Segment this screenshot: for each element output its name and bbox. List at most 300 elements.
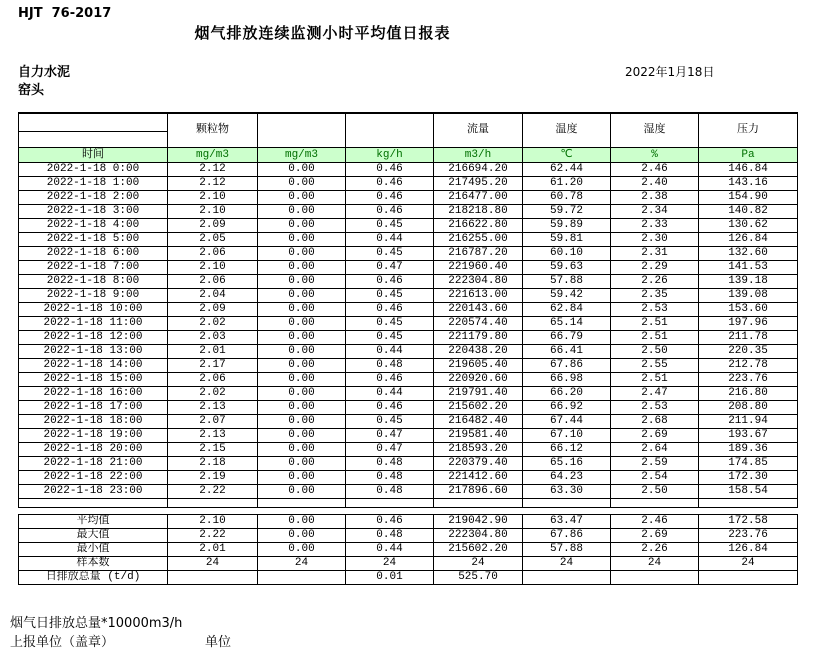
- value-cell: 0.44: [346, 233, 434, 247]
- value-cell: 221960.40: [434, 261, 523, 275]
- value-cell: 139.08: [699, 289, 798, 303]
- value-cell: 0.44: [346, 345, 434, 359]
- value-cell: 0.00: [258, 471, 346, 485]
- time-cell: 2022-1-18 13:00: [19, 345, 168, 359]
- value-cell: 146.84: [699, 163, 798, 177]
- value-cell: 0.00: [258, 429, 346, 443]
- value-cell: 2.10: [168, 205, 258, 219]
- value-cell: 220574.40: [434, 317, 523, 331]
- value-cell: 2.69: [611, 429, 699, 443]
- spacer-row: [19, 508, 798, 515]
- value-cell: 141.53: [699, 261, 798, 275]
- time-cell: 2022-1-18 22:00: [19, 471, 168, 485]
- time-cell: 2022-1-18 6:00: [19, 247, 168, 261]
- value-cell: 2.10: [168, 191, 258, 205]
- table-row: [19, 415, 798, 429]
- value-cell: 219581.40: [434, 429, 523, 443]
- empty-cell: [699, 499, 798, 508]
- value-cell: 59.81: [523, 233, 611, 247]
- value-cell: 0.00: [258, 247, 346, 261]
- value-cell: 0.47: [346, 261, 434, 275]
- value-cell: 221412.60: [434, 471, 523, 485]
- time-cell: 2022-1-18 11:00: [19, 317, 168, 331]
- time-cell: 2022-1-18 23:00: [19, 485, 168, 499]
- humidity-group-header: 湿度: [611, 113, 699, 148]
- table-row: [19, 543, 798, 557]
- value-cell: 2.31: [611, 247, 699, 261]
- value-cell: 2.51: [611, 373, 699, 387]
- value-cell: 0.48: [346, 529, 434, 543]
- value-cell: 2.69: [611, 529, 699, 543]
- table-row: [19, 457, 798, 471]
- value-cell: 66.20: [523, 387, 611, 401]
- table-row: [19, 177, 798, 191]
- table-row: [19, 233, 798, 247]
- summary-label-cell: 平均值: [19, 515, 168, 529]
- summary-label-cell: 最大值: [19, 529, 168, 543]
- value-cell: 2.59: [611, 457, 699, 471]
- value-cell: 2.29: [611, 261, 699, 275]
- value-cell: 2.09: [168, 303, 258, 317]
- empty-cell: [168, 499, 258, 508]
- value-cell: 67.10: [523, 429, 611, 443]
- value-cell: 221179.80: [434, 331, 523, 345]
- value-cell: 2.40: [611, 177, 699, 191]
- value-cell: 0.00: [258, 163, 346, 177]
- time-cell: 2022-1-18 8:00: [19, 275, 168, 289]
- value-cell: 2.05: [168, 233, 258, 247]
- empty-cell: [611, 499, 699, 508]
- value-cell: 2.53: [611, 401, 699, 415]
- value-cell: 218218.80: [434, 205, 523, 219]
- value-cell: 63.30: [523, 485, 611, 499]
- unit-cell: Pa: [699, 148, 798, 163]
- value-cell: 2.04: [168, 289, 258, 303]
- value-cell: 174.85: [699, 457, 798, 471]
- standard-code: HJT 76-2017: [18, 6, 112, 21]
- table-row: [19, 219, 798, 233]
- unit-header-row: [19, 148, 798, 163]
- company-name: 自力水泥: [18, 65, 71, 80]
- table-row: [19, 515, 798, 529]
- time-cell: 2022-1-18 12:00: [19, 331, 168, 345]
- value-cell: 59.42: [523, 289, 611, 303]
- table-row: [19, 557, 798, 571]
- value-cell: 216694.20: [434, 163, 523, 177]
- summary-label-cell: 最小值: [19, 543, 168, 557]
- value-cell: 2.01: [168, 345, 258, 359]
- value-cell: 197.96: [699, 317, 798, 331]
- value-cell: 525.70: [434, 571, 523, 585]
- value-cell: 153.60: [699, 303, 798, 317]
- value-cell: 0.00: [258, 387, 346, 401]
- value-cell: 2.55: [611, 359, 699, 373]
- unit-cell: kg/h: [346, 148, 434, 163]
- value-cell: 212.78: [699, 359, 798, 373]
- value-cell: 0.00: [258, 515, 346, 529]
- value-cell: 2.01: [168, 543, 258, 557]
- value-cell: 0.45: [346, 219, 434, 233]
- value-cell: 0.00: [258, 191, 346, 205]
- value-cell: 2.06: [168, 373, 258, 387]
- value-cell: 65.14: [523, 317, 611, 331]
- value-cell: 0.00: [258, 177, 346, 191]
- value-cell: 126.84: [699, 543, 798, 557]
- blank-group-header: [258, 113, 346, 148]
- table-row: [19, 359, 798, 373]
- value-cell: 208.80: [699, 401, 798, 415]
- table-row: [19, 289, 798, 303]
- value-cell: 0.45: [346, 317, 434, 331]
- monitoring-data-table: [18, 112, 798, 585]
- value-cell: 65.16: [523, 457, 611, 471]
- value-cell: 220143.60: [434, 303, 523, 317]
- data-rows: [19, 163, 798, 499]
- value-cell: 0.45: [346, 247, 434, 261]
- value-cell: 0.48: [346, 485, 434, 499]
- pressure-group-header: 压力: [699, 113, 798, 148]
- time-cell: 2022-1-18 21:00: [19, 457, 168, 471]
- time-cell: 2022-1-18 0:00: [19, 163, 168, 177]
- table-row: [19, 373, 798, 387]
- value-cell: 0.44: [346, 387, 434, 401]
- value-cell: 0.00: [258, 303, 346, 317]
- value-cell: 2.51: [611, 317, 699, 331]
- value-cell: 2.17: [168, 359, 258, 373]
- value-cell: 24: [699, 557, 798, 571]
- value-cell: 2.18: [168, 457, 258, 471]
- value-cell: 2.35: [611, 289, 699, 303]
- value-cell: 66.98: [523, 373, 611, 387]
- value-cell: 223.76: [699, 373, 798, 387]
- value-cell: 0.46: [346, 401, 434, 415]
- value-cell: 24: [346, 557, 434, 571]
- value-cell: 24: [168, 557, 258, 571]
- value-cell: [699, 571, 798, 585]
- temperature-group-header: 温度: [523, 113, 611, 148]
- value-cell: 24: [434, 557, 523, 571]
- value-cell: 0.48: [346, 471, 434, 485]
- value-cell: 0.00: [258, 457, 346, 471]
- value-cell: 67.86: [523, 529, 611, 543]
- time-cell: 2022-1-18 9:00: [19, 289, 168, 303]
- value-cell: 2.50: [611, 485, 699, 499]
- value-cell: 215602.20: [434, 543, 523, 557]
- summary-rows: [19, 515, 798, 585]
- value-cell: 0.46: [346, 515, 434, 529]
- table-row: [19, 191, 798, 205]
- value-cell: 217495.20: [434, 177, 523, 191]
- value-cell: 62.44: [523, 163, 611, 177]
- table-row: [19, 345, 798, 359]
- value-cell: 63.47: [523, 515, 611, 529]
- value-cell: 0.01: [346, 571, 434, 585]
- value-cell: 158.54: [699, 485, 798, 499]
- value-cell: 0.00: [258, 233, 346, 247]
- value-cell: 0.00: [258, 261, 346, 275]
- value-cell: 2.26: [611, 543, 699, 557]
- value-cell: 2.33: [611, 219, 699, 233]
- value-cell: 216787.20: [434, 247, 523, 261]
- value-cell: 67.86: [523, 359, 611, 373]
- time-cell: 2022-1-18 18:00: [19, 415, 168, 429]
- value-cell: 59.72: [523, 205, 611, 219]
- value-cell: 2.07: [168, 415, 258, 429]
- value-cell: 2.68: [611, 415, 699, 429]
- value-cell: 2.64: [611, 443, 699, 457]
- time-group-header-subcell: [19, 131, 168, 147]
- empty-row: [19, 499, 798, 508]
- value-cell: 0.46: [346, 205, 434, 219]
- value-cell: 2.10: [168, 515, 258, 529]
- value-cell: 140.82: [699, 205, 798, 219]
- value-cell: 0.46: [346, 191, 434, 205]
- value-cell: 219042.90: [434, 515, 523, 529]
- table-row: [19, 429, 798, 443]
- table-row: [19, 443, 798, 457]
- value-cell: 0.46: [346, 373, 434, 387]
- value-cell: 193.67: [699, 429, 798, 443]
- value-cell: 2.50: [611, 345, 699, 359]
- value-cell: 2.30: [611, 233, 699, 247]
- time-cell: 2022-1-18 16:00: [19, 387, 168, 401]
- value-cell: 66.92: [523, 401, 611, 415]
- value-cell: 2.26: [611, 275, 699, 289]
- flow-group-header: 流量: [434, 113, 523, 148]
- value-cell: 2.22: [168, 529, 258, 543]
- value-cell: 218593.20: [434, 443, 523, 457]
- value-cell: 0.00: [258, 289, 346, 303]
- value-cell: 216482.40: [434, 415, 523, 429]
- value-cell: 2.47: [611, 387, 699, 401]
- value-cell: 2.10: [168, 261, 258, 275]
- unit-cell: %: [611, 148, 699, 163]
- value-cell: 2.38: [611, 191, 699, 205]
- value-cell: 216255.00: [434, 233, 523, 247]
- value-cell: 2.46: [611, 515, 699, 529]
- time-cell: 2022-1-18 1:00: [19, 177, 168, 191]
- value-cell: 216622.80: [434, 219, 523, 233]
- empty-cell: [346, 499, 434, 508]
- value-cell: 2.02: [168, 387, 258, 401]
- value-cell: 66.41: [523, 345, 611, 359]
- value-cell: 2.51: [611, 331, 699, 345]
- value-cell: 2.46: [611, 163, 699, 177]
- table-row: [19, 401, 798, 415]
- value-cell: 216477.00: [434, 191, 523, 205]
- unit-cell: mg/m3: [258, 148, 346, 163]
- table-row: [19, 261, 798, 275]
- value-cell: 60.78: [523, 191, 611, 205]
- value-cell: 215602.20: [434, 401, 523, 415]
- value-cell: 0.00: [258, 275, 346, 289]
- value-cell: 2.09: [168, 219, 258, 233]
- value-cell: 2.06: [168, 275, 258, 289]
- time-group-header-cell: [19, 113, 168, 131]
- unit-label: 单位: [205, 635, 232, 650]
- table-row: [19, 247, 798, 261]
- value-cell: 2.19: [168, 471, 258, 485]
- table-row: [19, 303, 798, 317]
- time-cell: 2022-1-18 3:00: [19, 205, 168, 219]
- value-cell: 0.46: [346, 303, 434, 317]
- spacer-cell: [19, 508, 798, 515]
- time-cell: 2022-1-18 7:00: [19, 261, 168, 275]
- value-cell: 24: [523, 557, 611, 571]
- value-cell: 143.16: [699, 177, 798, 191]
- summary-label-cell: 日排放总量 (t/d): [19, 571, 168, 585]
- value-cell: 61.20: [523, 177, 611, 191]
- value-cell: 0.45: [346, 415, 434, 429]
- blank-group-header: [346, 113, 434, 148]
- value-cell: 0.00: [258, 359, 346, 373]
- value-cell: 2.34: [611, 205, 699, 219]
- value-cell: 0.45: [346, 331, 434, 345]
- time-cell: 2022-1-18 4:00: [19, 219, 168, 233]
- value-cell: 220438.20: [434, 345, 523, 359]
- value-cell: 24: [611, 557, 699, 571]
- value-cell: 2.13: [168, 401, 258, 415]
- value-cell: 0.00: [258, 443, 346, 457]
- value-cell: 189.36: [699, 443, 798, 457]
- table-row: [19, 275, 798, 289]
- value-cell: 0.00: [258, 345, 346, 359]
- value-cell: 211.78: [699, 331, 798, 345]
- value-cell: 0.48: [346, 359, 434, 373]
- value-cell: 0.00: [258, 205, 346, 219]
- value-cell: [258, 571, 346, 585]
- table-row: [19, 205, 798, 219]
- value-cell: 220379.40: [434, 457, 523, 471]
- table-header-rows: [19, 113, 798, 163]
- page-title: 烟气排放连续监测小时平均值日报表: [194, 24, 451, 42]
- flow-total-note: 烟气日排放总量*10000m3/h: [10, 616, 183, 631]
- value-cell: 57.88: [523, 275, 611, 289]
- value-cell: 0.46: [346, 163, 434, 177]
- value-cell: 2.13: [168, 429, 258, 443]
- value-cell: 172.30: [699, 471, 798, 485]
- value-cell: 219605.40: [434, 359, 523, 373]
- value-cell: 57.88: [523, 543, 611, 557]
- unit-cell: m3/h: [434, 148, 523, 163]
- value-cell: 220920.60: [434, 373, 523, 387]
- group-header-row: [19, 113, 798, 131]
- time-cell: 2022-1-18 2:00: [19, 191, 168, 205]
- value-cell: 0.00: [258, 529, 346, 543]
- value-cell: 24: [258, 557, 346, 571]
- unit-cell: mg/m3: [168, 148, 258, 163]
- value-cell: 0.46: [346, 177, 434, 191]
- value-cell: 0.00: [258, 331, 346, 345]
- table-row: [19, 387, 798, 401]
- table-row: [19, 163, 798, 177]
- value-cell: 0.00: [258, 543, 346, 557]
- value-cell: 217896.60: [434, 485, 523, 499]
- value-cell: 0.46: [346, 275, 434, 289]
- empty-cell: [523, 499, 611, 508]
- value-cell: 0.00: [258, 219, 346, 233]
- value-cell: 172.58: [699, 515, 798, 529]
- time-cell: 2022-1-18 10:00: [19, 303, 168, 317]
- value-cell: 219791.40: [434, 387, 523, 401]
- value-cell: 64.23: [523, 471, 611, 485]
- value-cell: 0.00: [258, 485, 346, 499]
- value-cell: 59.89: [523, 219, 611, 233]
- value-cell: 222304.80: [434, 529, 523, 543]
- time-column-label: 时间: [19, 148, 168, 163]
- value-cell: 221613.00: [434, 289, 523, 303]
- time-cell: 2022-1-18 17:00: [19, 401, 168, 415]
- value-cell: 139.18: [699, 275, 798, 289]
- time-cell: 2022-1-18 15:00: [19, 373, 168, 387]
- value-cell: 0.00: [258, 415, 346, 429]
- value-cell: 2.53: [611, 303, 699, 317]
- value-cell: 2.12: [168, 163, 258, 177]
- value-cell: 62.84: [523, 303, 611, 317]
- value-cell: 2.54: [611, 471, 699, 485]
- time-cell: 2022-1-18 14:00: [19, 359, 168, 373]
- value-cell: 2.12: [168, 177, 258, 191]
- value-cell: [168, 571, 258, 585]
- value-cell: [523, 571, 611, 585]
- time-cell: 2022-1-18 20:00: [19, 443, 168, 457]
- particulate-group-header: 颗粒物: [168, 113, 258, 148]
- value-cell: 0.44: [346, 543, 434, 557]
- value-cell: 0.00: [258, 317, 346, 331]
- value-cell: 130.62: [699, 219, 798, 233]
- value-cell: 154.90: [699, 191, 798, 205]
- value-cell: 0.48: [346, 457, 434, 471]
- value-cell: 59.63: [523, 261, 611, 275]
- value-cell: 2.02: [168, 317, 258, 331]
- value-cell: 0.00: [258, 373, 346, 387]
- table-row: [19, 529, 798, 543]
- value-cell: 216.80: [699, 387, 798, 401]
- value-cell: [611, 571, 699, 585]
- value-cell: 0.47: [346, 443, 434, 457]
- reporting-unit-label: 上报单位（盖章）: [10, 635, 115, 650]
- empty-cell: [434, 499, 523, 508]
- table-row: [19, 571, 798, 585]
- value-cell: 0.47: [346, 429, 434, 443]
- value-cell: 2.22: [168, 485, 258, 499]
- table-row: [19, 317, 798, 331]
- value-cell: 2.06: [168, 247, 258, 261]
- value-cell: 220.35: [699, 345, 798, 359]
- monitoring-point-name: 窑头: [18, 83, 45, 98]
- value-cell: 126.84: [699, 233, 798, 247]
- value-cell: 211.94: [699, 415, 798, 429]
- value-cell: 2.15: [168, 443, 258, 457]
- table-row: [19, 331, 798, 345]
- value-cell: 0.00: [258, 401, 346, 415]
- value-cell: 222304.80: [434, 275, 523, 289]
- value-cell: 66.12: [523, 443, 611, 457]
- value-cell: 132.60: [699, 247, 798, 261]
- empty-cell: [19, 499, 168, 508]
- value-cell: 66.79: [523, 331, 611, 345]
- value-cell: 67.44: [523, 415, 611, 429]
- value-cell: 223.76: [699, 529, 798, 543]
- unit-cell: ℃: [523, 148, 611, 163]
- time-cell: 2022-1-18 19:00: [19, 429, 168, 443]
- value-cell: 60.10: [523, 247, 611, 261]
- table-row: [19, 485, 798, 499]
- summary-label-cell: 样本数: [19, 557, 168, 571]
- value-cell: 0.45: [346, 289, 434, 303]
- time-cell: 2022-1-18 5:00: [19, 233, 168, 247]
- report-date: 2022年1月18日: [625, 65, 715, 79]
